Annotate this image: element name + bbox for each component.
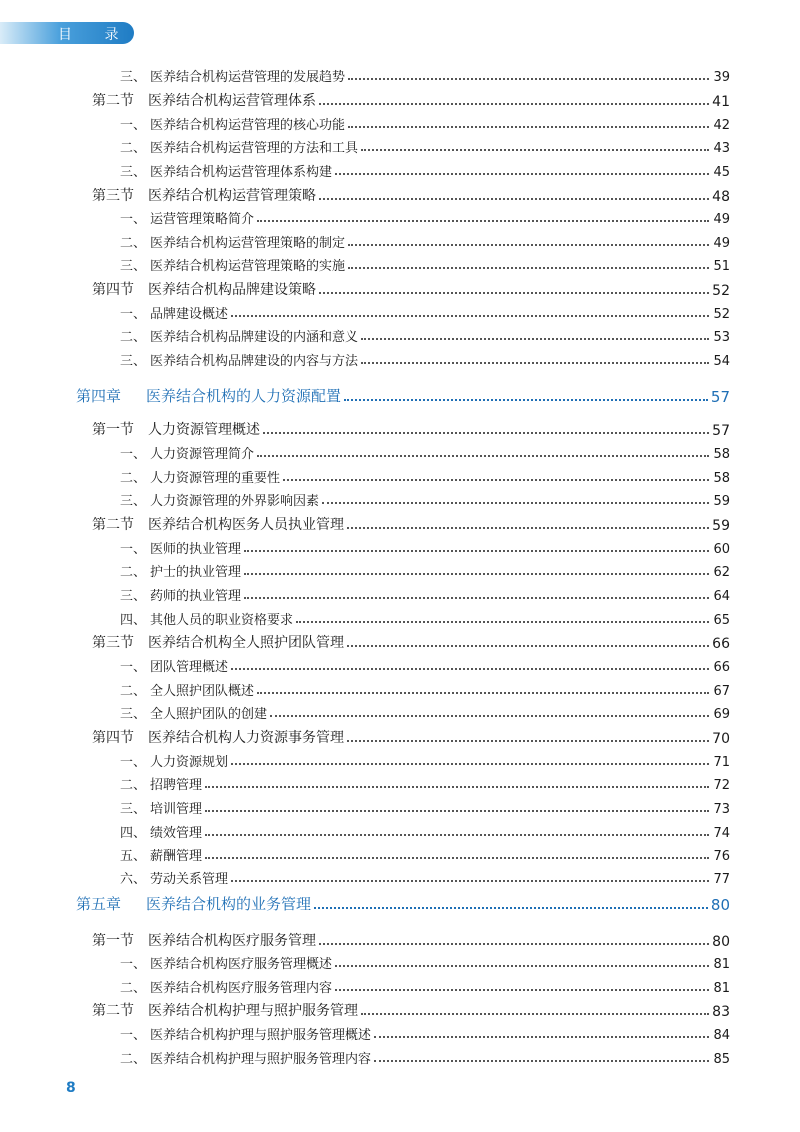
toc-subsection-row[interactable] [0,656,800,678]
dot-leader [361,361,709,364]
toc-entry-number: 第二节 [92,93,134,109]
toc-entry [120,953,730,972]
toc-entry-title: 医养结合机构人力资源事务管理 [148,730,344,746]
toc-entry-number: 一、 [120,1028,147,1043]
dot-leader [348,266,709,269]
toc-subsection-row[interactable] [0,774,800,796]
toc-chapter-row[interactable] [0,385,800,407]
toc-header-label: 目 录 [58,27,133,43]
toc-subsection-row[interactable] [0,798,800,820]
toc-subsection-row[interactable] [0,137,800,159]
toc-subsection-row[interactable] [0,1048,800,1070]
toc-entry-number: 三、 [120,70,147,85]
toc-entry-page: 72 [713,778,730,793]
toc-entry-number: 第四章 [76,387,122,405]
toc-entry [92,727,730,747]
toc-entry-number: 第四节 [92,282,134,298]
dot-leader [231,762,709,765]
toc-subsection-row[interactable] [0,161,800,183]
toc-entry-number: 二、 [120,141,147,156]
toc-subsection-row[interactable] [0,114,800,136]
toc-entry-page: 70 [712,731,730,747]
toc-section-row[interactable] [0,279,800,301]
toc-entry-page: 48 [712,189,730,205]
toc-subsection-row[interactable] [0,751,800,773]
dot-leader [335,172,709,175]
toc-entry [76,385,730,406]
toc-entry-number: 第一节 [92,422,134,438]
toc-entry-number: 二、 [120,684,147,699]
toc-subsection-row[interactable] [0,326,800,348]
dot-leader [257,691,709,694]
toc-entry-number: 四、 [120,613,147,628]
toc-entry-page: 83 [712,1004,730,1020]
dot-leader [348,77,709,80]
dot-leader [244,572,709,575]
toc-entry-page: 81 [713,957,730,972]
toc-entry-title: 绩效管理 [150,826,203,841]
toc-entry [120,1024,730,1043]
toc-entry-number: 第三节 [92,635,134,651]
dot-leader [257,219,709,222]
toc-subsection-row[interactable] [0,561,800,583]
toc-entry-page: 60 [713,542,730,557]
toc-entry-page: 59 [713,494,730,509]
toc-subsection-row[interactable] [0,350,800,372]
toc-entry-number: 一、 [120,447,147,462]
toc-entry-number: 二、 [120,565,147,580]
toc-entry-page: 42 [713,118,730,133]
toc-entry [120,680,730,699]
toc-entry [120,326,730,345]
toc-subsection-row[interactable] [0,303,800,325]
toc-entry-page: 62 [713,565,730,580]
toc-entry-number: 二、 [120,778,147,793]
toc-entry-number: 三、 [120,802,147,817]
toc-entry-title: 医养结合机构医疗服务管理 [148,933,316,949]
toc-entry-title: 薪酬管理 [150,849,203,864]
toc-entry [120,490,730,509]
toc-entry-number: 三、 [120,259,147,274]
toc-chapter-row[interactable] [0,893,800,915]
toc-entry-page: 69 [713,707,730,722]
toc-entry-number: 第四节 [92,730,134,746]
dot-leader [347,644,709,647]
dot-leader [361,148,709,151]
toc-entry-number: 一、 [120,212,147,227]
toc-entry [120,114,730,133]
toc-entry [76,893,730,914]
toc-entry-page: 80 [712,934,730,950]
toc-entry-page: 85 [713,1052,730,1067]
toc-entry-title: 人力资源管理的重要性 [150,471,281,486]
toc-entry-title: 药师的执业管理 [150,589,242,604]
toc-entry [92,90,730,110]
toc-entry-number: 一、 [120,957,147,972]
toc-entry-title: 团队管理概述 [150,660,229,675]
toc-entry-title: 全人照护团队的创建 [150,707,268,722]
page-number: 8 [66,1080,76,1096]
toc-section-row[interactable] [0,185,800,207]
toc-entry [120,232,730,251]
toc-entry-page: 81 [713,981,730,996]
toc-subsection-row[interactable] [0,845,800,867]
toc-entry [120,66,730,85]
toc-entry-page: 52 [712,283,730,299]
toc-entry [120,977,730,996]
toc-entry-number: 三、 [120,165,147,180]
toc-entry-title: 运营管理策略简介 [150,212,255,227]
toc-entry-title: 医养结合机构运营管理策略的制定 [150,236,346,251]
dot-leader [348,243,709,246]
dot-leader [335,964,709,967]
toc-subsection-row[interactable] [0,538,800,560]
toc-entry-number: 三、 [120,707,147,722]
dot-leader [335,988,709,991]
toc-entry-title: 护士的执业管理 [150,565,242,580]
toc-entry-title: 医师的执业管理 [150,542,242,557]
toc-section-row[interactable] [0,632,800,654]
dot-leader [244,549,709,552]
toc-entry-number: 二、 [120,1052,147,1067]
toc-entry-title: 医养结合机构运营管理体系 [148,93,316,109]
dot-leader [374,1035,709,1038]
toc-entry-number: 第二节 [92,517,134,533]
toc-entry-page: 53 [713,330,730,345]
toc-section-row[interactable] [0,930,800,952]
toc-entry [92,930,730,950]
toc-entry [92,185,730,205]
toc-entry-title: 医养结合机构的人力资源配置 [146,387,342,405]
toc-entry-title: 人力资源管理的外界影响因素 [150,494,320,509]
toc-entry-number: 第二节 [92,1003,134,1019]
toc-subsection-row[interactable] [0,490,800,512]
dot-leader [347,526,709,529]
toc-entry [120,656,730,675]
toc-subsection-row[interactable] [0,1024,800,1046]
toc-entry-number: 一、 [120,755,147,770]
toc-entry [120,751,730,770]
dot-leader [283,478,709,481]
toc-entry-number: 二、 [120,236,147,251]
toc-entry-number: 三、 [120,494,147,509]
toc-entry [120,137,730,156]
toc-entry-number: 第五章 [76,895,122,913]
dot-leader [244,596,709,599]
toc-subsection-row[interactable] [0,609,800,631]
toc-entry [120,161,730,180]
toc-subsection-row[interactable] [0,977,800,999]
toc-entry-title: 劳动关系管理 [150,872,229,887]
toc-entry-number: 六、 [120,872,147,887]
dot-leader [319,291,709,294]
toc-entry-number: 一、 [120,307,147,322]
toc-entry-page: 77 [713,872,730,887]
toc-entry [92,514,730,534]
toc-entry-page: 66 [712,636,730,652]
toc-entry [120,255,730,274]
toc-entry-page: 52 [713,307,730,322]
dot-leader [296,620,709,623]
toc-entry-page: 43 [713,141,730,156]
toc-entry-page: 80 [710,896,730,914]
toc-entry-title: 人力资源管理概述 [148,422,260,438]
toc-entry [120,703,730,722]
toc-entry-title: 医养结合机构运营管理的方法和工具 [150,141,359,156]
toc-entry-page: 84 [713,1028,730,1043]
dot-leader [319,197,709,200]
toc-entry-title: 医养结合机构品牌建设策略 [148,282,316,298]
toc-entry [120,609,730,628]
toc-subsection-row[interactable] [0,208,800,230]
dot-leader [231,667,709,670]
toc-entry [120,443,730,462]
dot-leader [319,102,709,105]
toc-entry-title: 人力资源规划 [150,755,229,770]
toc-entry [120,868,730,887]
toc-entry-page: 54 [713,354,730,369]
toc-entry-title: 医养结合机构全人照护团队管理 [148,635,344,651]
toc-entry-title: 培训管理 [150,802,203,817]
dot-leader [361,337,709,340]
toc-entry-title: 医养结合机构护理与照护服务管理概述 [150,1028,372,1043]
toc-entry-page: 67 [713,684,730,699]
toc-entry-title: 医养结合机构医务人员执业管理 [148,517,344,533]
toc-entry-page: 74 [713,826,730,841]
toc-entry-page: 64 [713,589,730,604]
toc-entry-page: 57 [712,423,730,439]
toc-entry-title: 医养结合机构品牌建设的内涵和意义 [150,330,359,345]
dot-leader [205,856,709,859]
toc-entry [92,632,730,652]
toc-entry-title: 招聘管理 [150,778,203,793]
toc-entry-title: 医养结合机构医疗服务管理概述 [150,957,333,972]
toc-entry-page: 57 [710,388,730,406]
toc-entry [92,1000,730,1020]
toc-entry-number: 一、 [120,542,147,557]
toc-entry [120,538,730,557]
toc-entry-title: 医养结合机构护理与照护服务管理 [148,1003,358,1019]
dot-leader [374,1059,709,1062]
dot-leader [347,739,709,742]
toc-entry-number: 二、 [120,330,147,345]
toc-entry [92,419,730,439]
toc-section-row[interactable] [0,727,800,749]
toc-entry-number: 三、 [120,354,147,369]
toc-entry [120,1048,730,1067]
toc-entry-title: 医养结合机构运营管理体系构建 [150,165,333,180]
dot-leader [322,501,709,504]
toc-subsection-row[interactable] [0,66,800,88]
toc-subsection-row[interactable] [0,443,800,465]
dot-leader [263,431,709,434]
dot-leader [205,833,709,836]
toc-entry [120,561,730,580]
dot-leader [319,942,709,945]
toc-entry-page: 58 [713,447,730,462]
toc-entry-page: 49 [713,212,730,227]
dot-leader [205,809,709,812]
dot-leader [205,785,709,788]
toc-entry [120,774,730,793]
toc-entry-title: 医养结合机构运营管理策略的实施 [150,259,346,274]
toc-subsection-row[interactable] [0,822,800,844]
dot-leader [348,125,709,128]
toc-entry-page: 45 [713,165,730,180]
toc-section-row[interactable] [0,419,800,441]
toc-entry-title: 医养结合机构医疗服务管理内容 [150,981,333,996]
dot-leader [344,398,708,401]
toc-entry [120,303,730,322]
toc-entry-title: 医养结合机构运营管理策略 [148,188,316,204]
toc-section-row[interactable] [0,90,800,112]
toc-entry-page: 73 [713,802,730,817]
dot-leader [231,314,709,317]
toc-entry-title: 其他人员的职业资格要求 [150,613,294,628]
toc-entry-number: 二、 [120,981,147,996]
toc-entry-page: 66 [713,660,730,675]
toc-section-row[interactable] [0,1000,800,1022]
toc-entry-title: 人力资源管理简介 [150,447,255,462]
toc-entry-page: 39 [713,70,730,85]
toc-entry-page: 65 [713,613,730,628]
toc-entry-number: 一、 [120,660,147,675]
toc-subsection-row[interactable] [0,255,800,277]
toc-entry [92,279,730,299]
toc-section-row[interactable] [0,514,800,536]
toc-entry [120,585,730,604]
toc-entry [120,845,730,864]
toc-entry-page: 49 [713,236,730,251]
toc-entry-title: 全人照护团队概述 [150,684,255,699]
toc-subsection-row[interactable] [0,703,800,725]
toc-subsection-row[interactable] [0,680,800,702]
toc-entry-page: 59 [712,518,730,534]
toc-entry-page: 41 [712,94,730,110]
toc-header-tab [0,22,134,44]
toc-entry-page: 51 [713,259,730,274]
dot-leader [314,906,708,909]
toc-entry-number: 三、 [120,589,147,604]
toc-entry [120,798,730,817]
toc-entry [120,467,730,486]
toc-subsection-row[interactable] [0,868,800,890]
toc-entry-title: 医养结合机构运营管理的发展趋势 [150,70,346,85]
dot-leader [270,714,709,717]
toc-entry-number: 五、 [120,849,147,864]
toc-entry-title: 品牌建设概述 [150,307,229,322]
toc-entry-number: 二、 [120,471,147,486]
toc-entry-number: 一、 [120,118,147,133]
toc-subsection-row[interactable] [0,585,800,607]
dot-leader [361,1012,709,1015]
dot-leader [231,879,709,882]
toc-entry-number: 第三节 [92,188,134,204]
toc-entry-page: 58 [713,471,730,486]
toc-entry-page: 76 [713,849,730,864]
toc-entry-number: 第一节 [92,933,134,949]
toc-entry-title: 医养结合机构运营管理的核心功能 [150,118,346,133]
toc-entry-title: 医养结合机构护理与照护服务管理内容 [150,1052,372,1067]
toc-subsection-row[interactable] [0,232,800,254]
dot-leader [257,454,709,457]
toc-entry-title: 医养结合机构的业务管理 [146,895,312,913]
toc-entry [120,208,730,227]
toc-subsection-row[interactable] [0,467,800,489]
toc-entry [120,350,730,369]
toc-entry-title: 医养结合机构品牌建设的内容与方法 [150,354,359,369]
toc-entry [120,822,730,841]
toc-subsection-row[interactable] [0,953,800,975]
toc-entry-number: 四、 [120,826,147,841]
toc-entry-page: 71 [713,755,730,770]
